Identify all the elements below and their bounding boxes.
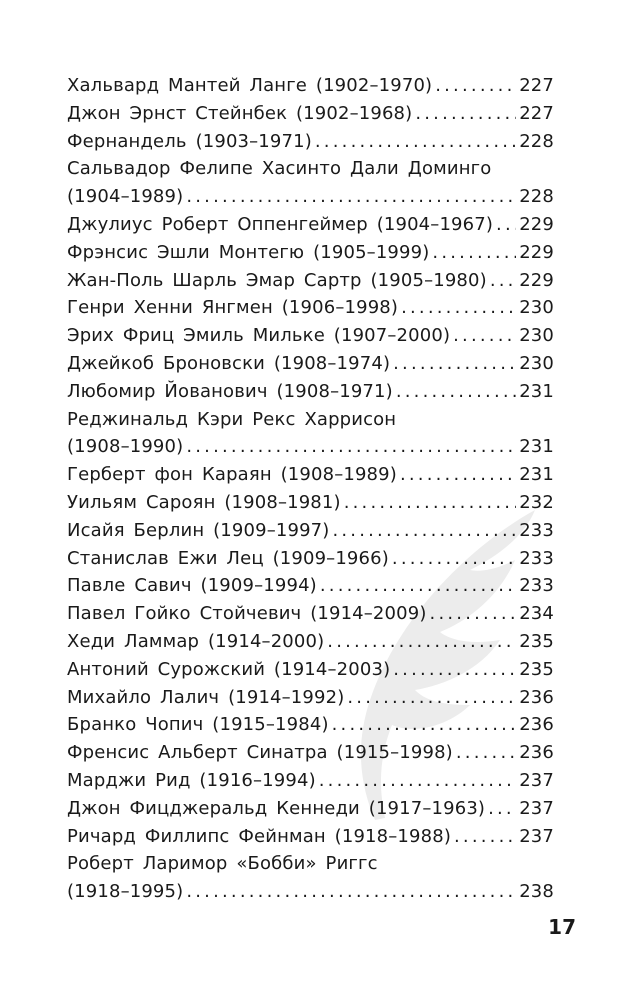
dot-leader: [332, 517, 516, 545]
toc-entry-name: Джулиус Роберт Оппенгеймер (1904–1967): [67, 213, 494, 235]
toc-entry-row: [67, 684, 554, 712]
toc-entry-name: (1904–1989): [67, 186, 184, 208]
dot-leader: [490, 267, 516, 295]
dot-leader: [393, 656, 516, 684]
toc-entry-row: [67, 322, 554, 350]
toc-entry-name: Жан-Поль Шарль Эмар Сартр (1905–1980): [67, 269, 487, 291]
toc-entry: [67, 267, 554, 295]
toc-entry-name: Павле Савич (1909–1994): [67, 575, 317, 597]
dot-leader: [453, 322, 516, 350]
toc-entry: [67, 656, 554, 684]
toc-entry: [67, 850, 554, 906]
toc-entry: [67, 100, 554, 128]
toc-entry-row: [67, 656, 554, 684]
page-number: 17: [548, 915, 576, 939]
toc-entry-name: Генри Хенни Янгмен (1906–1998): [67, 297, 399, 319]
toc-entry-name: Хальвард Мантей Ланге (1902–1970): [67, 75, 433, 96]
toc-entry-page: 236: [519, 714, 554, 736]
toc-entry: [67, 711, 554, 739]
toc-entry-name: Исайя Берлин (1909–1997): [67, 519, 330, 541]
toc-entry-page: 234: [519, 603, 554, 625]
toc-entry-name: Френсис Альберт Синатра (1915–1998): [67, 742, 453, 764]
dot-leader: [415, 100, 516, 128]
toc-entry: [67, 489, 554, 517]
toc-entry-name: Любомир Йованович (1908–1971): [67, 380, 393, 402]
toc-entry-row: [67, 239, 554, 267]
dot-leader: [400, 461, 516, 489]
toc-entry-page: 237: [519, 797, 554, 819]
dot-leader: [344, 489, 517, 517]
toc-entry-name: Джейкоб Броновски (1908–1974): [67, 352, 391, 374]
toc-entry-name-line1: Сальвадор Фелипе Хасинто Дали Доминго: [67, 158, 492, 180]
toc-entry-page: 227: [519, 102, 554, 124]
toc-entry-name: Джон Эрнст Стейнбек (1902–1968): [67, 102, 413, 124]
toc-entry-row: [67, 128, 554, 156]
toc-entry-page: 229: [519, 269, 554, 291]
toc-entry-name: (1918–1995): [67, 881, 184, 903]
dot-leader: [496, 211, 516, 239]
dot-leader: [392, 545, 516, 573]
toc-entry: [67, 572, 554, 600]
toc-entry-name-line1: Роберт Ларимор «Бобби» Риггс: [67, 853, 378, 875]
toc-entry: [67, 239, 554, 267]
toc-entry-row: [67, 267, 554, 295]
toc-entry: [67, 378, 554, 406]
toc-entry-page: 233: [519, 575, 554, 597]
toc-entry: [67, 211, 554, 239]
toc-entry: [67, 294, 554, 322]
toc-entry: [67, 155, 554, 211]
toc-entry-name: (1908–1990): [67, 436, 184, 458]
toc-entry-name: Уильям Сароян (1908–1981): [67, 491, 341, 513]
toc-entry-page: 230: [519, 325, 554, 347]
toc-entry-name: Хеди Ламмар (1914–2000): [67, 630, 325, 652]
toc-entry-row: [67, 572, 554, 600]
toc-entry-page: 231: [519, 464, 554, 486]
toc-entry-row: [67, 350, 554, 378]
toc-entry-row: [67, 461, 554, 489]
toc-entry-name: Станислав Ежи Лец (1909–1966): [67, 547, 389, 569]
toc-entry-page: 227: [519, 75, 554, 96]
toc-entry-row: [67, 878, 554, 906]
toc-entry-page: 229: [519, 241, 554, 263]
toc-entry-row: [67, 600, 554, 628]
toc-entry: [67, 684, 554, 712]
toc-entry-page: 231: [519, 436, 554, 458]
toc-entry-page: 235: [519, 658, 554, 680]
toc-entry-row: [67, 72, 554, 100]
toc-entry-row: [67, 489, 554, 517]
toc-entry-name: Ричард Филлипс Фейнман (1918–1988): [67, 825, 451, 847]
toc-entry-row: [67, 767, 554, 795]
dot-leader: [488, 795, 516, 823]
toc-entry: [67, 628, 554, 656]
toc-entry: [67, 545, 554, 573]
toc-entry-row: [67, 517, 554, 545]
toc-entry: [67, 406, 554, 462]
toc-entry-name: Марджи Рид (1916–1994): [67, 769, 316, 791]
toc-entry-page: 232: [519, 491, 554, 513]
dot-leader: [401, 294, 516, 322]
toc-entry-row: [67, 211, 554, 239]
dot-leader: [186, 878, 516, 906]
dot-leader: [186, 433, 516, 461]
toc-entry-name: Герберт фон Караян (1908–1989): [67, 464, 397, 486]
toc-entry-row: [67, 100, 554, 128]
dot-leader: [347, 684, 516, 712]
toc-entry-page: 233: [519, 519, 554, 541]
toc-entry: [67, 461, 554, 489]
toc-entry-row: [67, 433, 554, 461]
toc-entry-page: 233: [519, 547, 554, 569]
table-of-contents: [67, 72, 554, 906]
dot-leader: [315, 128, 516, 156]
toc-entry-page: 231: [519, 380, 554, 402]
toc-entry: [67, 322, 554, 350]
toc-entry-row: [67, 711, 554, 739]
toc-entry: [67, 517, 554, 545]
toc-entry: [67, 767, 554, 795]
toc-entry-row: [67, 739, 554, 767]
dot-leader: [327, 628, 516, 656]
toc-entry-name: Антоний Сурожский (1914–2003): [67, 658, 391, 680]
toc-entry-page: 236: [519, 742, 554, 764]
dot-leader: [432, 239, 516, 267]
toc-entry-page: 228: [519, 186, 554, 208]
toc-entry-page: 237: [519, 769, 554, 791]
toc-entry-row: [67, 628, 554, 656]
dot-leader: [393, 350, 516, 378]
toc-entry: [67, 72, 554, 100]
toc-entry-page: 229: [519, 213, 554, 235]
toc-entry-page: 236: [519, 686, 554, 708]
toc-entry-name: Михайло Лалич (1914–1992): [67, 686, 345, 708]
toc-entry-row: [67, 294, 554, 322]
dot-leader: [319, 767, 516, 795]
dot-leader: [454, 823, 516, 851]
dot-leader: [332, 711, 517, 739]
toc-entry-row: [67, 183, 554, 211]
toc-entry: [67, 128, 554, 156]
toc-entry-page: 237: [519, 825, 554, 847]
toc-entry-row: [67, 795, 554, 823]
dot-leader: [435, 72, 516, 100]
dot-leader: [456, 739, 516, 767]
toc-entry-row: [67, 378, 554, 406]
toc-entry: [67, 739, 554, 767]
toc-entry: [67, 795, 554, 823]
toc-entry-page: 230: [519, 352, 554, 374]
toc-entry: [67, 823, 554, 851]
toc-entry-name: Эрих Фриц Эмиль Мильке (1907–2000): [67, 325, 451, 347]
toc-entry-name: Джон Фицджеральд Кеннеди (1917–1963): [67, 797, 486, 819]
toc-entry-row: [67, 545, 554, 573]
toc-entry-name: Фернандель (1903–1971): [67, 130, 312, 152]
toc-entry-page: 235: [519, 630, 554, 652]
toc-entry-name-line1: Реджинальд Кэри Рекс Харрисон: [67, 408, 397, 430]
dot-leader: [320, 572, 516, 600]
toc-entry-page: 230: [519, 297, 554, 319]
dot-leader: [430, 600, 517, 628]
toc-entry: [67, 600, 554, 628]
toc-entry-name: Бранко Чопич (1915–1984): [67, 714, 329, 736]
toc-entry-name: Павел Гойко Стойчевич (1914–2009): [67, 603, 427, 625]
toc-entry-page: 238: [519, 881, 554, 903]
toc-entry-name: Фрэнсис Эшли Монтегю (1905–1999): [67, 241, 430, 263]
dot-leader: [396, 378, 516, 406]
toc-entry-row: [67, 823, 554, 851]
toc-entry-page: 228: [519, 130, 554, 152]
dot-leader: [186, 183, 516, 211]
toc-entry: [67, 350, 554, 378]
